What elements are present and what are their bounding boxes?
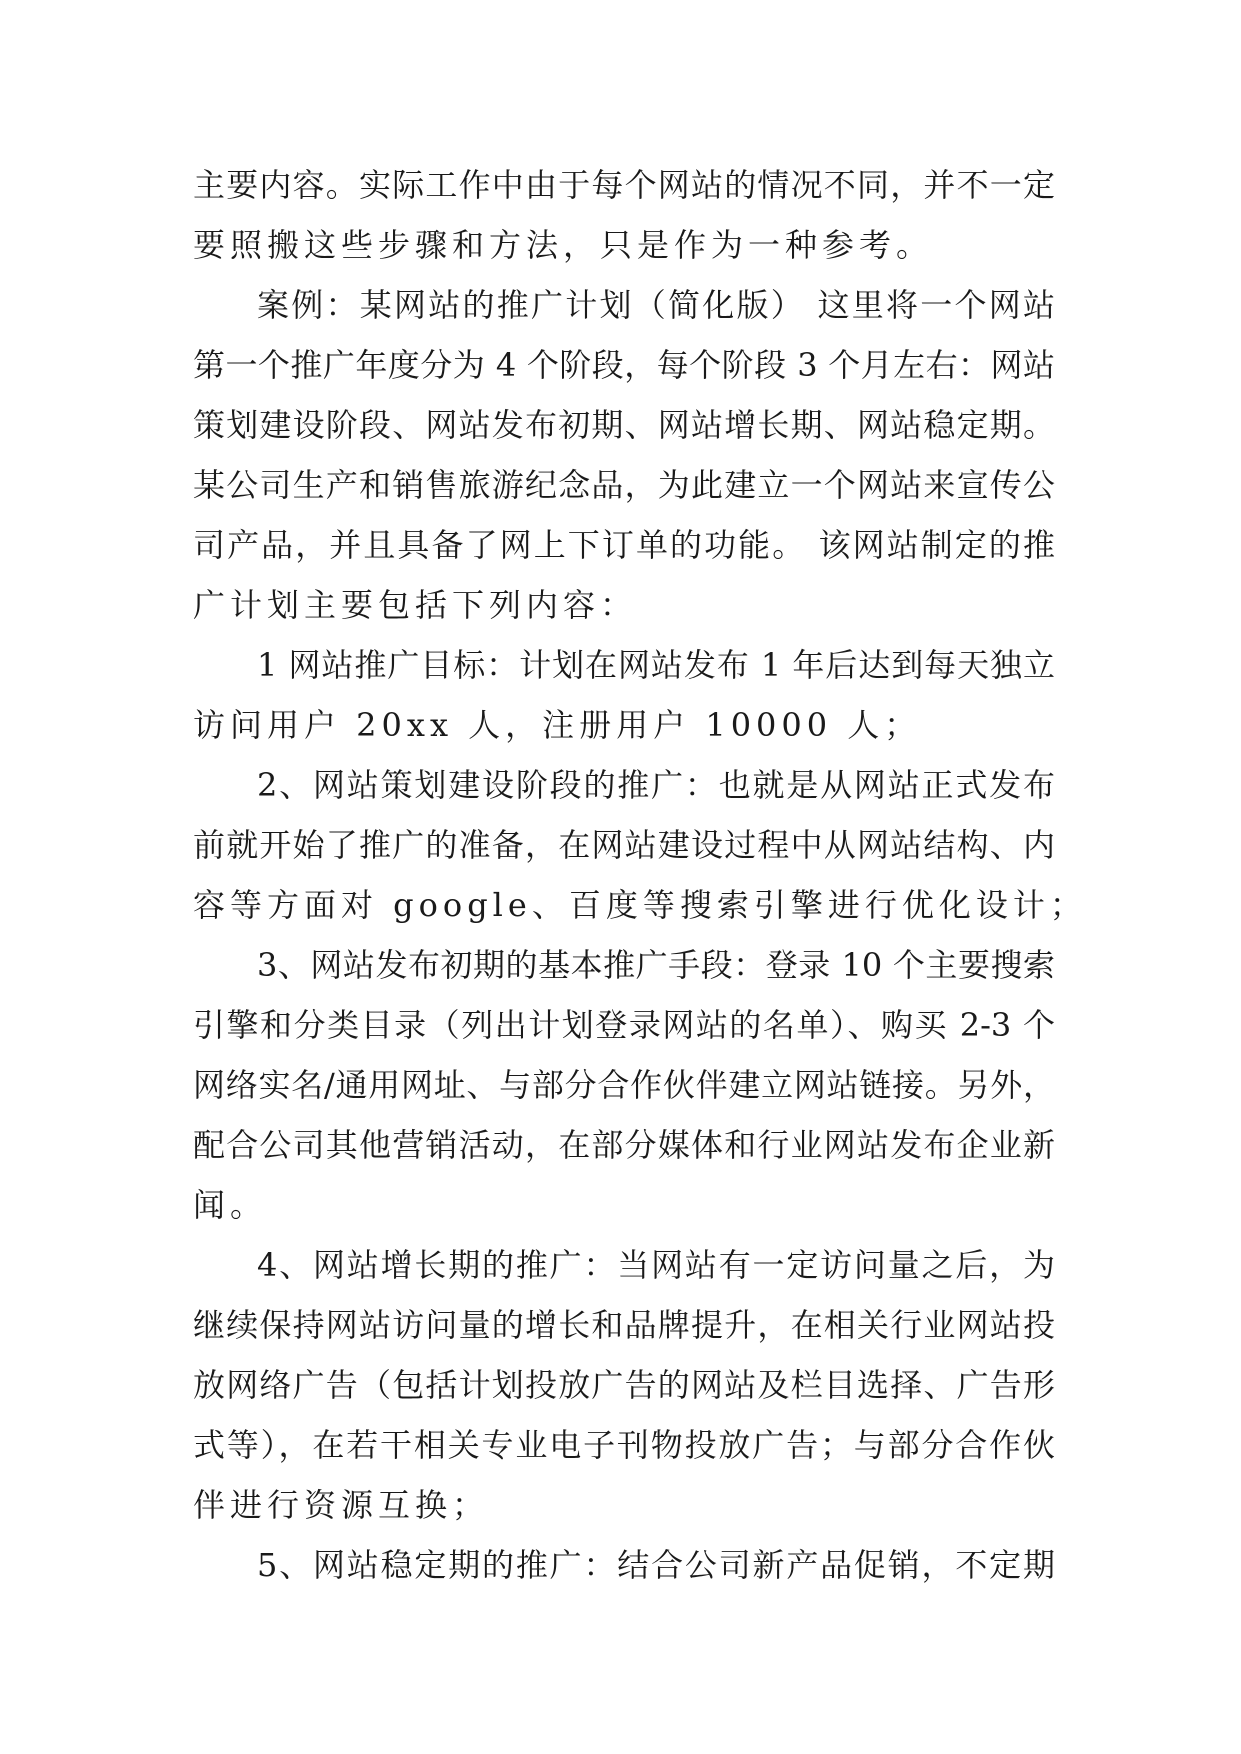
paragraph-case (193, 275, 1055, 635)
text-line: 某公司生产和销售旅游纪念品，为此建立一个网站来宣传公 (193, 466, 1055, 504)
text-line: 第一个推广年度分为 4 个阶段，每个阶段 3 个月左右：网站 (193, 346, 1055, 384)
text-line: 继续保持网站访问量的增长和品牌提升，在相关行业网站投 (193, 1306, 1055, 1344)
text-line: 要照搬这些步骤和方法，只是作为一种参考。 (193, 226, 934, 264)
text-line: 主要内容。实际工作中由于每个网站的情况不同，并不一定 (193, 166, 1055, 204)
text-line: 配合公司其他营销活动，在部分媒体和行业网站发布企业新 (193, 1126, 1055, 1164)
text-line: 2、网站策划建设阶段的推广：也就是从网站正式发布 (257, 766, 1055, 804)
text-line: 司产品，并且具备了网上下订单的功能。 该网站制定的推 (193, 526, 1055, 564)
paragraph-4 (193, 1235, 1055, 1535)
paragraph-5 (193, 1535, 1055, 1595)
text-line: 容等方面对 google、百度等搜索引擎进行优化设计； (193, 886, 1087, 924)
text-line: 4、网站增长期的推广：当网站有一定访问量之后，为 (257, 1246, 1055, 1284)
text-line: 前就开始了推广的准备，在网站建设过程中从网站结构、内 (193, 826, 1055, 864)
text-line: 3、网站发布初期的基本推广手段：登录 10 个主要搜索 (257, 946, 1055, 984)
text-line: 式等），在若干相关专业电子刊物投放广告；与部分合作伙 (193, 1426, 1055, 1464)
paragraph-3 (193, 935, 1055, 1235)
text-line: 访问用户 20xx 人，注册用户 10000 人； (193, 706, 922, 744)
text-line: 广计划主要包括下列内容： (193, 586, 638, 624)
text-line: 放网络广告（包括计划投放广告的网站及栏目选择、广告形 (193, 1366, 1055, 1404)
document-body (193, 155, 1087, 1595)
text-line: 案例：某网站的推广计划（简化版） 这里将一个网站 (257, 286, 1055, 324)
paragraph-2 (193, 755, 1087, 935)
text-line: 1 网站推广目标：计划在网站发布 1 年后达到每天独立 (257, 646, 1055, 684)
paragraph-1 (193, 635, 1055, 755)
paragraph-intro (193, 155, 1055, 275)
text-line: 引擎和分类目录（列出计划登录网站的名单）、购买 2-3 个 (193, 1006, 1055, 1044)
text-line: 策划建设阶段、网站发布初期、网站增长期、网站稳定期。 (193, 406, 1055, 444)
text-line: 伴进行资源互换； (193, 1486, 490, 1524)
text-line: 闻。 (193, 1186, 268, 1224)
text-line: 5、网站稳定期的推广：结合公司新产品促销，不定期 (257, 1546, 1055, 1584)
text-line: 网络实名/通用网址、与部分合作伙伴建立网站链接。另外， (193, 1066, 1055, 1104)
